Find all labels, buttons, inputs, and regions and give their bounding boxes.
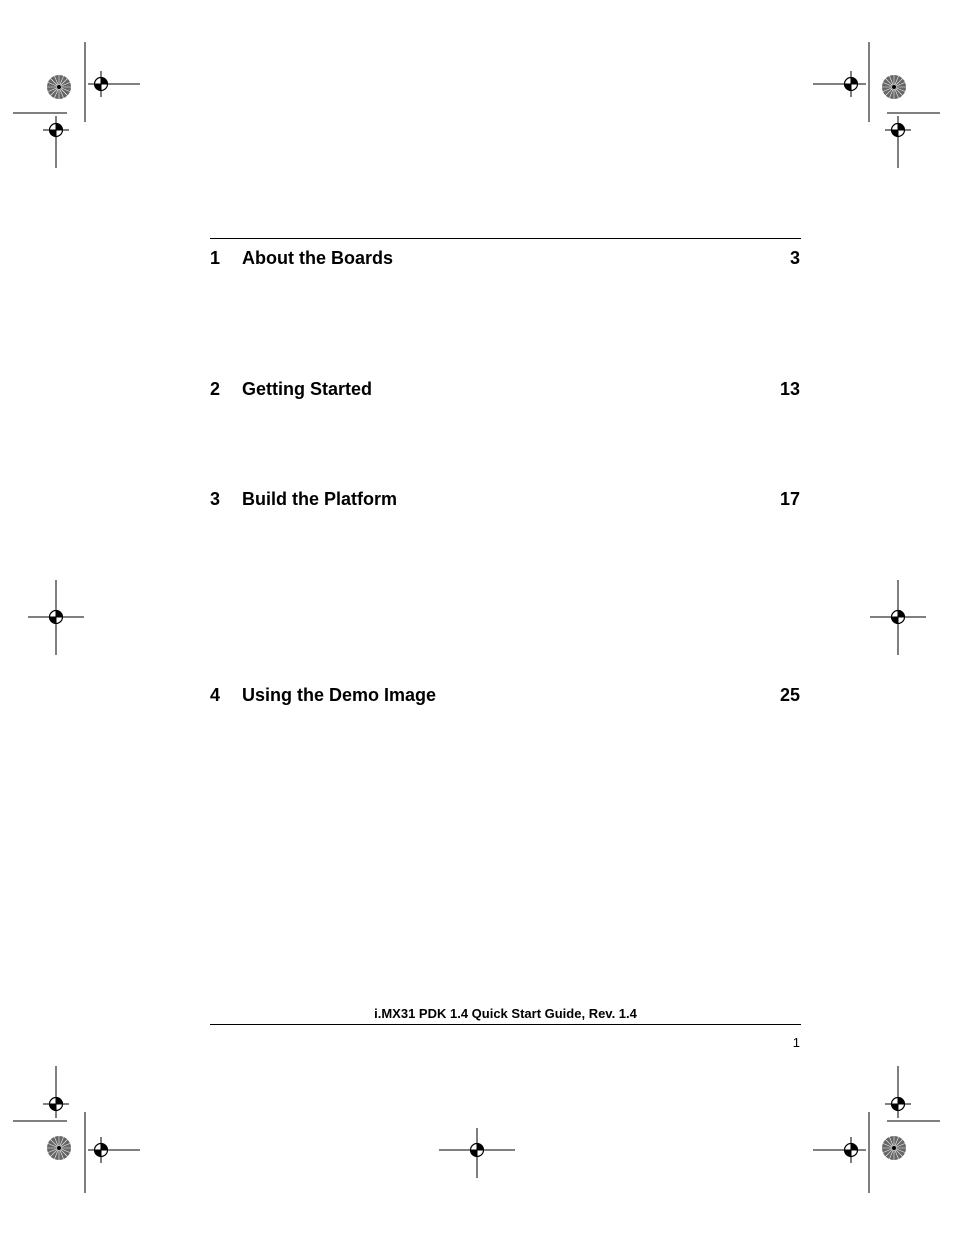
toc-entry-number: 4 (210, 685, 221, 705)
toc-entry-using-the-demo-image[interactable] (210, 684, 800, 706)
registration-mark-icon (43, 117, 69, 143)
toc-entry-title[interactable]: Getting Started (242, 379, 373, 399)
radial-target-icon (47, 75, 71, 99)
registration-mark-icon (464, 1137, 490, 1163)
registration-mark-icon (43, 604, 69, 630)
page-number: 1 (792, 1035, 800, 1050)
toc-entry-number: 2 (210, 379, 221, 399)
toc-entry-build-the-platform[interactable] (210, 488, 800, 510)
toc-entry-page[interactable]: 17 (779, 489, 800, 509)
toc-entry-page[interactable]: 25 (779, 685, 800, 705)
toc-entry-page[interactable]: 3 (789, 248, 800, 268)
radial-target-icon (47, 1136, 71, 1160)
registration-mark-icon (838, 71, 864, 97)
registration-mark-icon (885, 1091, 911, 1117)
toc-entry-title[interactable]: About the Boards (242, 248, 393, 268)
footer-document-title: i.MX31 PDK 1.4 Quick Start Guide, Rev. 1.4 (374, 1006, 637, 1021)
toc-entry-about-the-boards[interactable] (210, 247, 800, 269)
registration-mark-icon (88, 71, 114, 97)
radial-target-icon (882, 75, 906, 99)
registration-mark-icon (88, 1137, 114, 1163)
registration-mark-icon (838, 1137, 864, 1163)
toc-entry-number: 3 (210, 489, 221, 509)
toc-entry-page[interactable]: 13 (779, 379, 800, 399)
footer-rule (210, 1024, 801, 1025)
toc-entry-title[interactable]: Using the Demo Image (242, 685, 437, 705)
registration-mark-icon (43, 1091, 69, 1117)
registration-mark-icon (885, 604, 911, 630)
toc-entry-getting-started[interactable] (210, 378, 800, 400)
registration-mark-icon (885, 117, 911, 143)
toc-entry-number: 1 (210, 248, 221, 268)
toc-entry-title[interactable]: Build the Platform (242, 489, 398, 509)
radial-target-icon (882, 1136, 906, 1160)
toc-top-rule (210, 238, 801, 239)
